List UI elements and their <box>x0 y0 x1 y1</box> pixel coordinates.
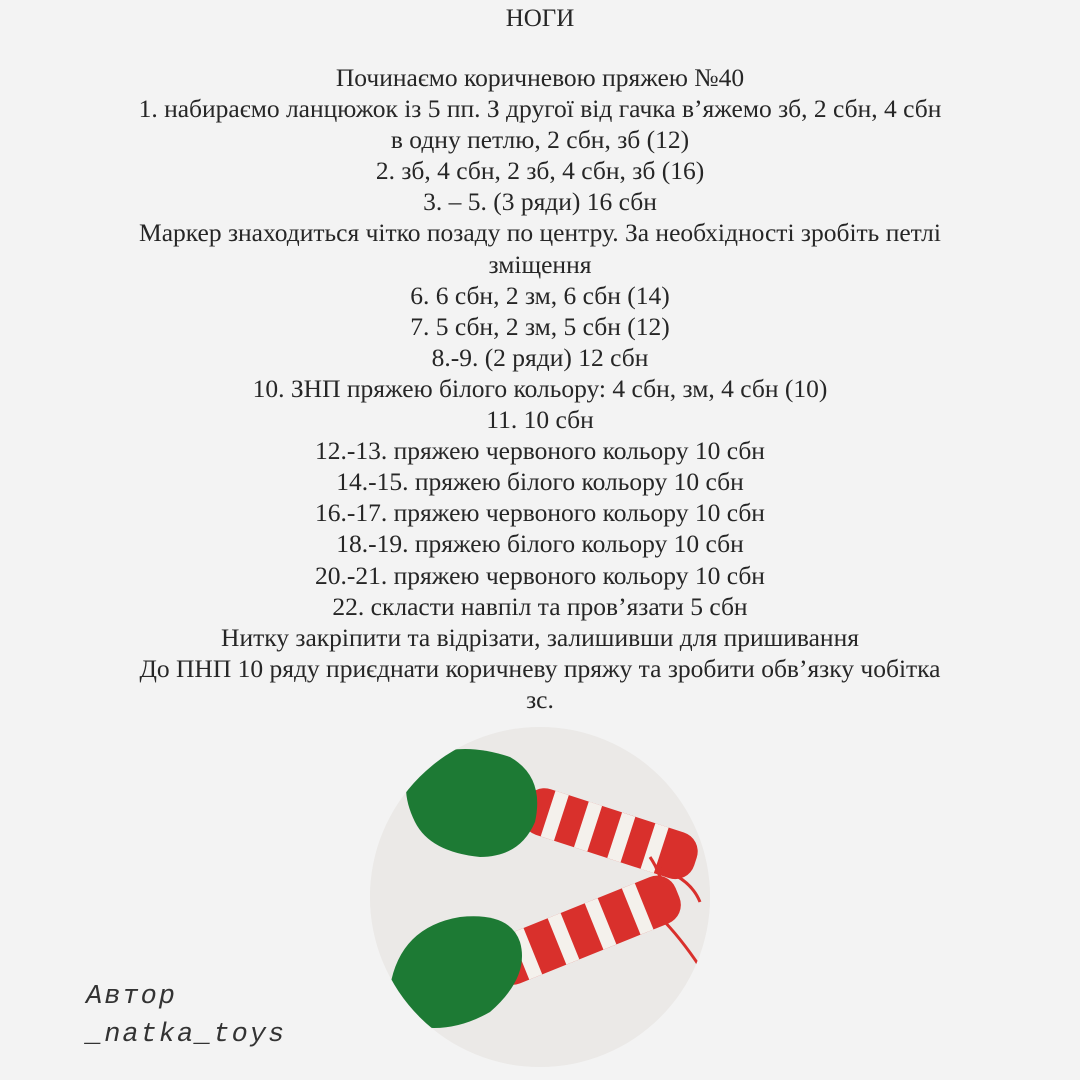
instruction-line: 12.-13. пряжею червоного кольору 10 сбн <box>315 436 765 466</box>
instruction-line: 3. – 5. (3 ряди) 16 сбн <box>423 187 657 217</box>
instruction-line: 6. 6 сбн, 2 зм, 6 сбн (14) <box>410 280 670 310</box>
instruction-line: До ПНП 10 ряду приєднати коричневу пряжу та зробити обв’язку чобітка <box>139 653 941 683</box>
instructions <box>0 62 1080 715</box>
author-label: Автор <box>86 982 178 1012</box>
page-title: НОГИ <box>505 5 575 32</box>
instruction-line: 7. 5 сбн, 2 зм, 5 сбн (12) <box>410 311 670 341</box>
instruction-line: 10. ЗНП пряжею білого кольору: 4 сбн, зм, 4 сбн (10) <box>252 373 828 403</box>
instruction-line: 14.-15. пряжею білого кольору 10 сбн <box>336 467 744 497</box>
instruction-line: 8.-9. (2 ряди) 12 сбн <box>431 342 649 372</box>
instruction-line: 11. 10 сбн <box>486 405 594 435</box>
instruction-line: Починаємо коричневою пряжею №40 <box>335 63 745 92</box>
crochet-legs-photo <box>370 727 710 1067</box>
instruction-line: 1. набираємо ланцюжок із 5 пп. З другої від гачка в’яжемо зб, 2 сбн, 4 сбн <box>138 94 942 124</box>
instruction-line: зміщення <box>488 249 592 279</box>
instruction-line: зс. <box>526 684 554 714</box>
instruction-line: 20.-21. пряжею червоного кольору 10 сбн <box>315 560 765 590</box>
instruction-line: 16.-17. пряжею червоного кольору 10 сбн <box>315 498 765 528</box>
instruction-line: в одну петлю, 2 сбн, зб (12) <box>390 125 690 155</box>
instruction-line: 2. зб, 4 сбн, 2 зб, 4 сбн, зб (16) <box>375 156 705 186</box>
author-handle: _natka_toys <box>86 1020 287 1050</box>
instruction-line: Нитку закріпити та відрізати, залишивши для пришивання <box>221 622 859 652</box>
instruction-line: 18.-19. пряжею білого кольору 10 сбн <box>336 529 744 559</box>
instruction-line: 22. скласти навпіл та пров’язати 5 сбн <box>332 591 748 621</box>
author-credit <box>86 978 286 1054</box>
instruction-line: Маркер знаходиться чітко позаду по центру. За необхідності зробіть петлі <box>139 218 941 248</box>
